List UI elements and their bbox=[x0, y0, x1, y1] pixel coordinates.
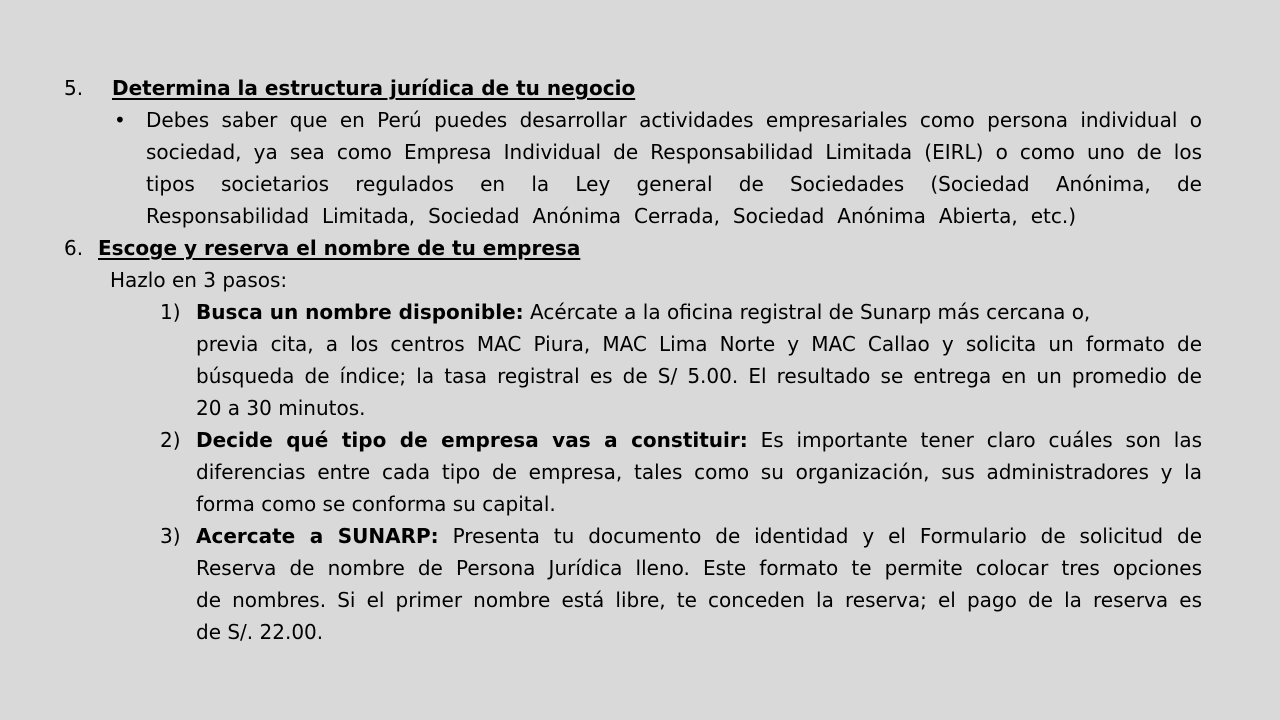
step1-line-3: búsqueda de índice; la tasa registral es de S/ 5.00. El resultado se entrega en un promedio de bbox=[196, 364, 1202, 388]
step3-number: 3) bbox=[160, 524, 181, 548]
section5-title: Determina la estructura jurídica de tu negocio bbox=[112, 76, 636, 100]
section5-paragraph-line-4: Responsabilidad Limitada, Sociedad Anónima Cerrada, Sociedad Anónima Abierta, etc.) bbox=[146, 204, 1076, 228]
step3-line-3: de nombres. Si el primer nombre está libre, te conceden la reserva; el pago de la reserva es bbox=[196, 588, 1202, 612]
step2-text: Es importante tener claro cuáles son las bbox=[747, 428, 1202, 452]
step2-number: 2) bbox=[160, 428, 181, 452]
step3-first-line bbox=[196, 520, 1202, 552]
step1-number: 1) bbox=[160, 300, 181, 324]
section5-paragraph-line-3: tipos societarios regulados en la Ley general de Sociedades (Sociedad Anónima, de bbox=[146, 172, 1202, 196]
step2-title: Decide qué tipo de empresa vas a constituir: bbox=[196, 428, 748, 452]
step1-line-2: previa cita, a los centros MAC Piura, MAC Lima Norte y MAC Callao y solicita un formato de bbox=[196, 332, 1202, 356]
section5-paragraph-line-1: Debes saber que en Perú puedes desarrollar actividades empresariales como persona individual o bbox=[146, 108, 1202, 132]
step2-first-line bbox=[196, 424, 1202, 456]
bullet-icon: • bbox=[114, 108, 126, 132]
section6-number: 6. bbox=[64, 236, 84, 260]
section6-intro: Hazlo en 3 pasos: bbox=[110, 268, 288, 292]
step3-line-4: de S/. 22.00. bbox=[196, 620, 324, 644]
step1-line-4: 20 a 30 minutos. bbox=[196, 396, 366, 420]
section6-title: Escoge y reserva el nombre de tu empresa bbox=[98, 236, 581, 260]
step2-line-3: forma como se conforma su capital. bbox=[196, 492, 556, 516]
step1-title: Busca un nombre disponible: bbox=[196, 300, 524, 324]
section5-number: 5. bbox=[64, 76, 84, 100]
step1-first-line bbox=[196, 296, 1202, 328]
step1-text: Acércate a la oficina registral de Sunarp más cercana o, bbox=[523, 300, 1091, 324]
step3-title: Acercate a SUNARP: bbox=[196, 524, 439, 548]
section5-paragraph-line-2: sociedad, ya sea como Empresa Individual de Responsabilidad Limitada (EIRL) o como uno de los bbox=[146, 140, 1202, 164]
step3-text: Presenta tu documento de identidad y el Formulario de solicitud de bbox=[438, 524, 1202, 548]
step2-line-2: diferencias entre cada tipo de empresa, tales como su organización, sus administradores y la bbox=[196, 460, 1202, 484]
step3-line-2: Reserva de nombre de Persona Jurídica lleno. Este formato te permite colocar tres opciones bbox=[196, 556, 1202, 580]
